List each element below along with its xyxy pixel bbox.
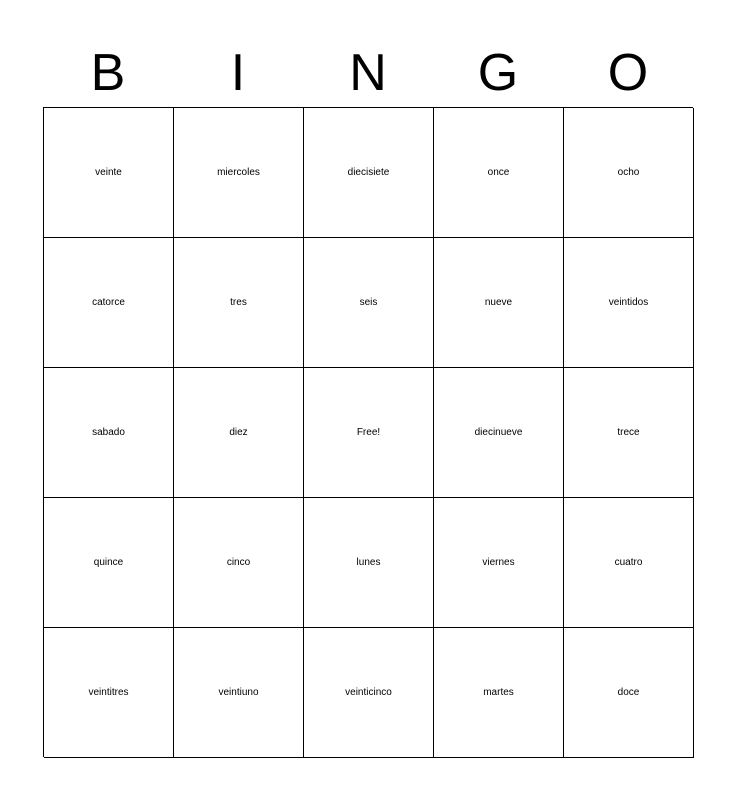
bingo-cell[interactable]: martes xyxy=(434,628,564,758)
header-letter-g: G xyxy=(477,44,519,102)
header-letter-b: B xyxy=(90,44,126,102)
bingo-cell[interactable]: trece xyxy=(564,368,694,498)
bingo-cell[interactable]: diecinueve xyxy=(434,368,564,498)
header-letter-i: I xyxy=(230,44,246,102)
bingo-cell[interactable]: ocho xyxy=(564,108,694,238)
bingo-cell[interactable]: miercoles xyxy=(174,108,304,238)
bingo-header xyxy=(43,40,693,106)
header-letter-o: O xyxy=(607,44,649,102)
bingo-cell[interactable]: veintitres xyxy=(44,628,174,758)
bingo-cell[interactable]: cinco xyxy=(174,498,304,628)
bingo-cell[interactable]: seis xyxy=(304,238,434,368)
bingo-board xyxy=(43,107,693,757)
header-letter-n: N xyxy=(349,44,387,102)
bingo-cell[interactable]: once xyxy=(434,108,564,238)
bingo-cell[interactable]: viernes xyxy=(434,498,564,628)
bingo-cell[interactable]: diez xyxy=(174,368,304,498)
bingo-cell[interactable]: cuatro xyxy=(564,498,694,628)
bingo-cell[interactable]: tres xyxy=(174,238,304,368)
free-space-cell[interactable]: Free! xyxy=(304,368,434,498)
bingo-cell[interactable]: veintiuno xyxy=(174,628,304,758)
bingo-cell[interactable]: veintidos xyxy=(564,238,694,368)
bingo-cell[interactable]: catorce xyxy=(44,238,174,368)
bingo-cell[interactable]: nueve xyxy=(434,238,564,368)
bingo-cell[interactable]: veinte xyxy=(44,108,174,238)
bingo-cell[interactable]: diecisiete xyxy=(304,108,434,238)
bingo-cell[interactable]: doce xyxy=(564,628,694,758)
bingo-cell[interactable]: sabado xyxy=(44,368,174,498)
bingo-cell[interactable]: veinticinco xyxy=(304,628,434,758)
bingo-cell[interactable]: lunes xyxy=(304,498,434,628)
bingo-cell[interactable]: quince xyxy=(44,498,174,628)
